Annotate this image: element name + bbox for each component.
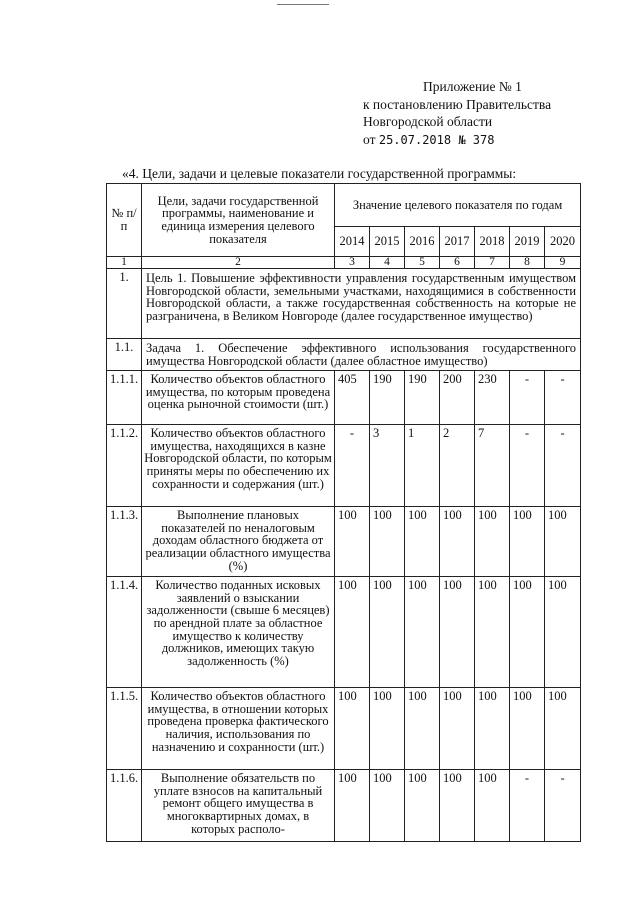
row-value: 100: [545, 577, 581, 688]
task-row: [107, 339, 581, 371]
row-name: Количество объектов областного имущества, находящихся в казне Новгородской области, по которым приняты меры по обеспечению их сохранности и содержания (шт.): [142, 425, 335, 507]
appendix-title: Приложение № 1: [423, 79, 522, 94]
row-value: 100: [545, 507, 581, 577]
row-value: 100: [440, 770, 475, 842]
goal-row: [107, 269, 581, 339]
row-value: 200: [440, 371, 475, 425]
row-value: 100: [335, 770, 370, 842]
index-cell: 1: [107, 257, 142, 269]
row-value: 100: [370, 688, 405, 770]
index-cell: 5: [405, 257, 440, 269]
header-name: Цели, задачи государственной программы, наименование и единица измерения целевого показателя: [142, 184, 335, 257]
index-cell: 7: [475, 257, 510, 269]
row-value: 230: [475, 371, 510, 425]
row-name: Количество поданных исковых заявлений о взыскании задолженности (свыше 6 месяцев) по арендной плате за областное имущество к количеству должников, имеющих такую задолженность (%): [142, 577, 335, 688]
row-value: 100: [405, 577, 440, 688]
row-value: 100: [370, 577, 405, 688]
table-row: [107, 577, 581, 688]
row-value: -: [510, 770, 545, 842]
index-cell: 3: [335, 257, 370, 269]
index-cell: 2: [142, 257, 335, 269]
header-year: 2019: [510, 227, 545, 257]
header-year: 2018: [475, 227, 510, 257]
header-no: № п/п: [107, 184, 142, 257]
goal-text: Цель 1. Повышение эффективности управления государственным имуществом Новгородской области, земельными участками, находящимися в собственности Новгородской области, а также государственная собственность на которые не разграничена, в Великом Новгороде (далее государственное имущество): [142, 269, 581, 339]
header-year: 2016: [405, 227, 440, 257]
row-value: 190: [405, 371, 440, 425]
row-value: 100: [405, 770, 440, 842]
row-value: 100: [475, 507, 510, 577]
table-row: [107, 371, 581, 425]
row-value: 100: [475, 577, 510, 688]
row-no: 1.1.4.: [107, 577, 142, 688]
row-value: 1: [405, 425, 440, 507]
header-year: 2015: [370, 227, 405, 257]
row-value: -: [510, 371, 545, 425]
index-cell: 6: [440, 257, 475, 269]
header-year: 2020: [545, 227, 581, 257]
row-value: 100: [510, 577, 545, 688]
row-value: 100: [370, 507, 405, 577]
row-no: 1.1.2.: [107, 425, 142, 507]
indicators-table: [106, 183, 581, 842]
row-value: 100: [335, 507, 370, 577]
row-value: 100: [440, 688, 475, 770]
header-year: 2014: [335, 227, 370, 257]
row-name: Выполнение обязательств по уплате взносов на капитальный ремонт общего имущества в многоквартирных домах, в которых располо-: [142, 770, 335, 842]
table-row: [107, 425, 581, 507]
table-row: [107, 688, 581, 770]
row-name: Выполнение плановых показателей по неналоговым доходам областного бюджета от реализации областного имущества (%): [142, 507, 335, 577]
row-no: 1.1.6.: [107, 770, 142, 842]
row-name: Количество объектов областного имущества, в отношении которых проведена проверка фактического наличия, использования по назначению и сохранности (шт.): [142, 688, 335, 770]
appendix-date-line: [363, 131, 551, 150]
task-no: 1.1.: [107, 339, 142, 371]
row-value: -: [335, 425, 370, 507]
row-no: 1.1.5.: [107, 688, 142, 770]
row-value: 100: [475, 688, 510, 770]
row-value: 2: [440, 425, 475, 507]
row-value: -: [545, 770, 581, 842]
row-value: 190: [370, 371, 405, 425]
index-cell: 9: [545, 257, 581, 269]
appendix-from: от: [363, 131, 376, 147]
index-cell: 4: [370, 257, 405, 269]
table-row: [107, 770, 581, 842]
index-cell: 8: [510, 257, 545, 269]
row-value: 100: [440, 577, 475, 688]
row-value: 100: [510, 507, 545, 577]
row-no: 1.1.3.: [107, 507, 142, 577]
row-value: -: [510, 425, 545, 507]
row-value: 7: [475, 425, 510, 507]
section-title: «4. Цели, задачи и целевые показатели государственной программы:: [122, 166, 517, 181]
row-value: 100: [405, 507, 440, 577]
row-value: 100: [440, 507, 475, 577]
row-name: Количество объектов областного имущества, по которым проведена оценка рыночной стоимости (шт.): [142, 371, 335, 425]
goal-no: 1.: [107, 269, 142, 339]
row-value: 3: [370, 425, 405, 507]
row-value: 405: [335, 371, 370, 425]
header-values: Значение целевого показателя по годам: [335, 184, 581, 227]
top-rule: [277, 4, 329, 5]
appendix-decree: к постановлению Правительства: [363, 96, 552, 112]
table-row: [107, 507, 581, 577]
row-value: 100: [335, 577, 370, 688]
appendix-region: Новгородской области: [363, 114, 493, 129]
appendix-header: [363, 78, 551, 149]
row-value: 100: [405, 688, 440, 770]
appendix-date-number: 25.07.2018 № 378: [378, 132, 495, 147]
row-value: 100: [545, 688, 581, 770]
row-value: -: [545, 425, 581, 507]
row-no: 1.1.1.: [107, 371, 142, 425]
row-value: 100: [510, 688, 545, 770]
header-year: 2017: [440, 227, 475, 257]
task-text: Задача 1. Обеспечение эффективного использования государственного имущества Новгородской области (далее областное имущество): [142, 339, 581, 371]
row-value: -: [545, 371, 581, 425]
row-value: 100: [475, 770, 510, 842]
row-value: 100: [335, 688, 370, 770]
row-value: 100: [370, 770, 405, 842]
